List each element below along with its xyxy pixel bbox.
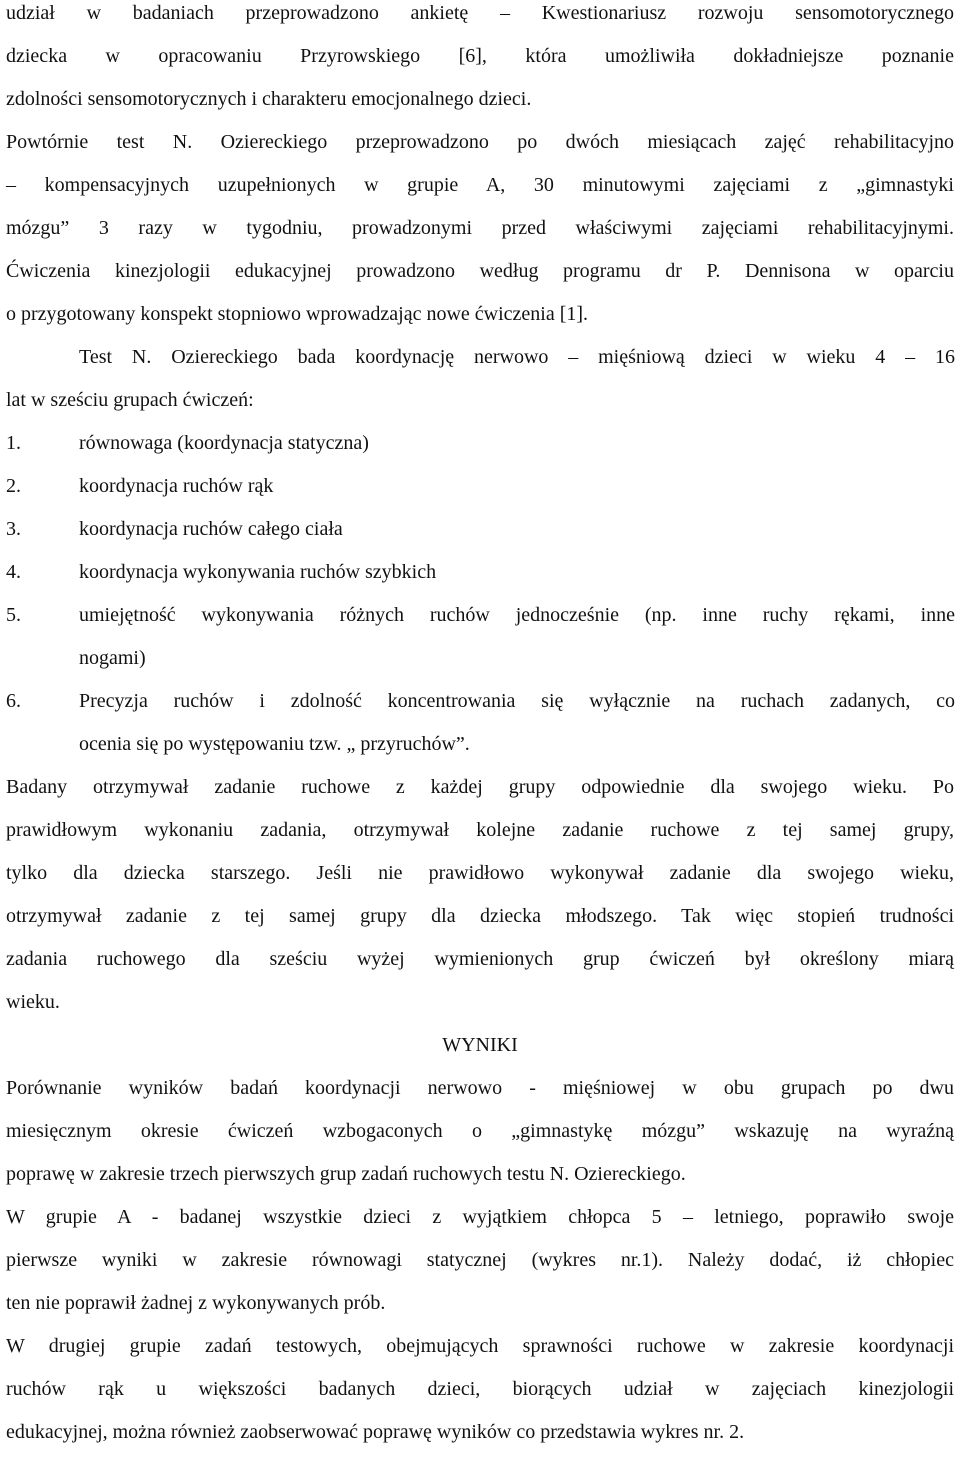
text-line: Badany otrzymywał zadanie ruchowe z każdej grupy odpowiednie dla swojego wieku. Po (6, 776, 954, 798)
text-line: Porównanie wyników badań koordynacji nerwowo - mięśniowej w obu grupach po dwu (6, 1077, 954, 1099)
text-line: W grupie A - badanej wszystkie dzieci z wyjątkiem chłopca 5 – letniego, poprawiło swoje (6, 1206, 954, 1228)
text-line: Ćwiczenia kinezjologii edukacyjnej prowadzono według programu dr P. Dennisona w oparciu (6, 260, 954, 282)
list-item: koordynacja wykonywania ruchów szybkich (79, 561, 437, 583)
list-item: równowaga (koordynacja statyczna) (79, 432, 369, 454)
list-number: 1. (6, 432, 21, 454)
list-item: umiejętność wykonywania różnych ruchów jednocześnie (np. inne ruchy rękami, inne (79, 604, 955, 626)
text-line: poprawę w zakresie trzech pierwszych grup zadań ruchowych testu N. Oziereckiego. (6, 1163, 686, 1185)
list-number: 6. (6, 690, 21, 712)
text-line: W drugiej grupie zadań testowych, obejmujących sprawności ruchowe w zakresie koordynacji (6, 1335, 954, 1357)
list-item: koordynacja ruchów rąk (79, 475, 274, 497)
text-line: pierwsze wyniki w zakresie równowagi statycznej (wykres nr.1). Należy dodać, iż chłopiec (6, 1249, 954, 1271)
text-line: prawidłowym wykonaniu zadania, otrzymywał kolejne zadanie ruchowe z tej samej grupy, (6, 819, 954, 841)
list-number: 4. (6, 561, 21, 583)
text-line: – kompensacyjnych uzupełnionych w grupie A, 30 minutowymi zajęciami z „gimnastyki (6, 174, 954, 196)
text-line: zadania ruchowego dla sześciu wyżej wymienionych grup ćwiczeń był określony miarą (6, 948, 954, 970)
text-line: mózgu” 3 razy w tygodniu, prowadzonymi przed właściwymi zajęciami rehabilitacyjnymi. (6, 217, 954, 239)
list-item: Precyzja ruchów i zdolność koncentrowania się wyłącznie na ruchach zadanych, co (79, 690, 955, 712)
list-number: 2. (6, 475, 21, 497)
text-line: lat w sześciu grupach ćwiczeń: (6, 389, 254, 411)
text-line: Powtórnie test N. Oziereckiego przeprowadzono po dwóch miesiącach zajęć rehabilitacyjno (6, 131, 954, 153)
list-item-continuation: nogami) (79, 647, 146, 669)
list-item-continuation: ocenia się po występowaniu tzw. „ przyruchów”. (79, 733, 470, 755)
text-line: miesięcznym okresie ćwiczeń wzbogaconych o „gimnastykę mózgu” wskazuję na wyraźną (6, 1120, 954, 1142)
text-line: udział w badaniach przeprowadzono ankietę – Kwestionariusz rozwoju sensomotorycznego (6, 2, 954, 24)
text-line: zdolności sensomotorycznych i charakteru emocjonalnego dzieci. (6, 88, 532, 110)
text-line: wieku. (6, 991, 60, 1013)
list-number: 5. (6, 604, 21, 626)
text-line: ruchów rąk u większości badanych dzieci, biorących udział w zajęciach kinezjologii (6, 1378, 954, 1400)
list-number: 3. (6, 518, 21, 540)
text-line: Test N. Oziereckiego bada koordynację nerwowo – mięśniową dzieci w wieku 4 – 16 (79, 346, 955, 368)
text-line: edukacyjnej, można również zaobserwować poprawę wyników co przedstawia wykres nr. 2. (6, 1421, 745, 1443)
text-line: o przygotowany konspekt stopniowo wprowadzając nowe ćwiczenia [1]. (6, 303, 589, 325)
text-line: ten nie poprawił żadnej z wykonywanych prób. (6, 1292, 386, 1314)
text-line: dziecka w opracowaniu Przyrowskiego [6], która umożliwiła dokładniejsze poznanie (6, 45, 954, 67)
section-heading: WYNIKI (442, 1034, 518, 1056)
text-line: tylko dla dziecka starszego. Jeśli nie prawidłowo wykonywał zadanie dla swojego wieku, (6, 862, 954, 884)
list-item: koordynacja ruchów całego ciała (79, 518, 343, 540)
text-line: otrzymywał zadanie z tej samej grupy dla dziecka młodszego. Tak więc stopień trudności (6, 905, 954, 927)
